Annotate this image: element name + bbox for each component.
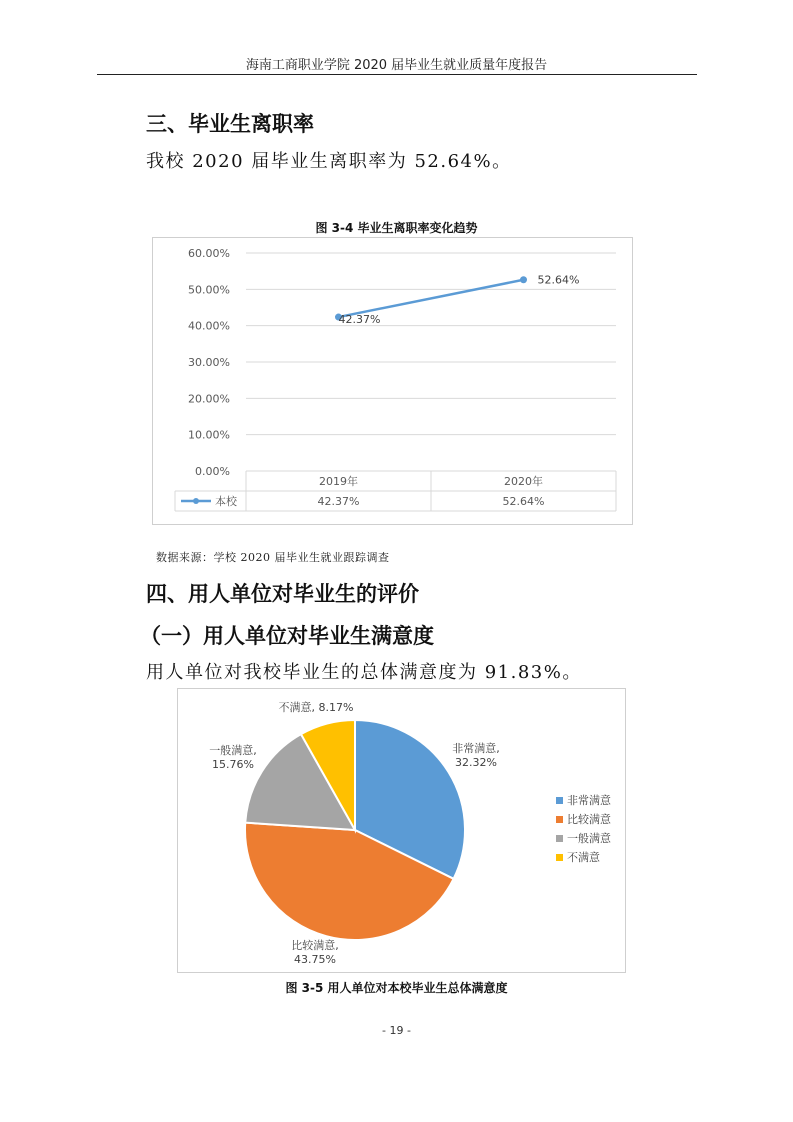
y-tick-label: 60.00% — [188, 247, 230, 260]
y-tick-label: 10.00% — [188, 428, 230, 442]
y-tick-label: 40.00% — [188, 319, 230, 333]
legend-swatch — [556, 797, 563, 804]
x-category-label: 2019年 — [319, 475, 358, 488]
data-point — [520, 276, 527, 283]
pie-data-label — [279, 700, 354, 714]
pie-chart-frame — [177, 688, 626, 973]
legend-swatch — [556, 816, 563, 823]
legend-label: 一般满意 — [567, 832, 611, 845]
table-value-cell: 42.37% — [317, 495, 360, 508]
legend-swatch — [556, 835, 563, 842]
y-tick-label: 30.00% — [188, 356, 230, 369]
legend-swatch — [556, 854, 563, 861]
turnover-paragraph: 我校 2020 届毕业生离职率为 52.64%。 — [146, 151, 512, 172]
pie-data-label-line: 不满意, 8.17% — [278, 701, 354, 714]
page-header-title: 海南工商职业学院 2020 届毕业生就业质量年度报告 — [245, 58, 548, 73]
satisfaction-paragraph: 用人单位对我校毕业生的总体满意度为 91.83%。 — [146, 662, 582, 683]
series-line-本校 — [339, 280, 524, 317]
subsection-heading-satisfaction: （一）用人单位对毕业生满意度 — [140, 624, 434, 648]
pie-data-label — [291, 938, 339, 966]
section-heading-turnover: 三、毕业生离职率 — [146, 112, 314, 136]
figure-3-4-caption: 图 3-4 毕业生离职率变化趋势 — [315, 221, 478, 235]
table-value-cell: 52.64% — [502, 495, 545, 508]
legend-label: 不满意 — [567, 851, 600, 864]
legend-series-name: 本校 — [215, 495, 237, 508]
y-tick-label: 20.00% — [188, 392, 230, 406]
data-source-note: 数据来源：学校 2020 届毕业生就业跟踪调查 — [156, 551, 390, 564]
pie-data-label — [209, 743, 257, 771]
pie-data-label-line: 15.76% — [212, 758, 254, 771]
pie-data-label-line: 32.32% — [455, 756, 497, 769]
data-label: 52.64% — [537, 273, 580, 287]
legend-marker-key — [193, 498, 199, 504]
header-divider — [97, 74, 697, 75]
y-tick-label: 0.00% — [195, 465, 230, 478]
pie-data-label-line: 非常满意, — [452, 742, 500, 755]
pie-data-label-line: 43.75% — [294, 953, 336, 966]
pie-data-label-line: 一般满意, — [209, 744, 257, 757]
turnover-line-chart — [153, 238, 632, 524]
section-heading-employer-evaluation: 四、用人单位对毕业生的评价 — [146, 582, 419, 606]
page-number: - 19 - — [382, 1024, 411, 1037]
satisfaction-pie-chart — [178, 689, 625, 972]
line-chart-frame — [152, 237, 633, 525]
pie-data-label — [452, 741, 500, 769]
pie-data-label-line: 比较满意, — [291, 939, 339, 952]
legend-label: 非常满意 — [567, 794, 611, 807]
figure-3-5-caption: 图 3-5 用人单位对本校毕业生总体满意度 — [285, 981, 508, 995]
legend-label: 比较满意 — [567, 813, 611, 826]
x-category-label: 2020年 — [504, 475, 543, 488]
data-label: 42.37% — [338, 313, 381, 327]
y-tick-label: 50.00% — [188, 283, 230, 297]
